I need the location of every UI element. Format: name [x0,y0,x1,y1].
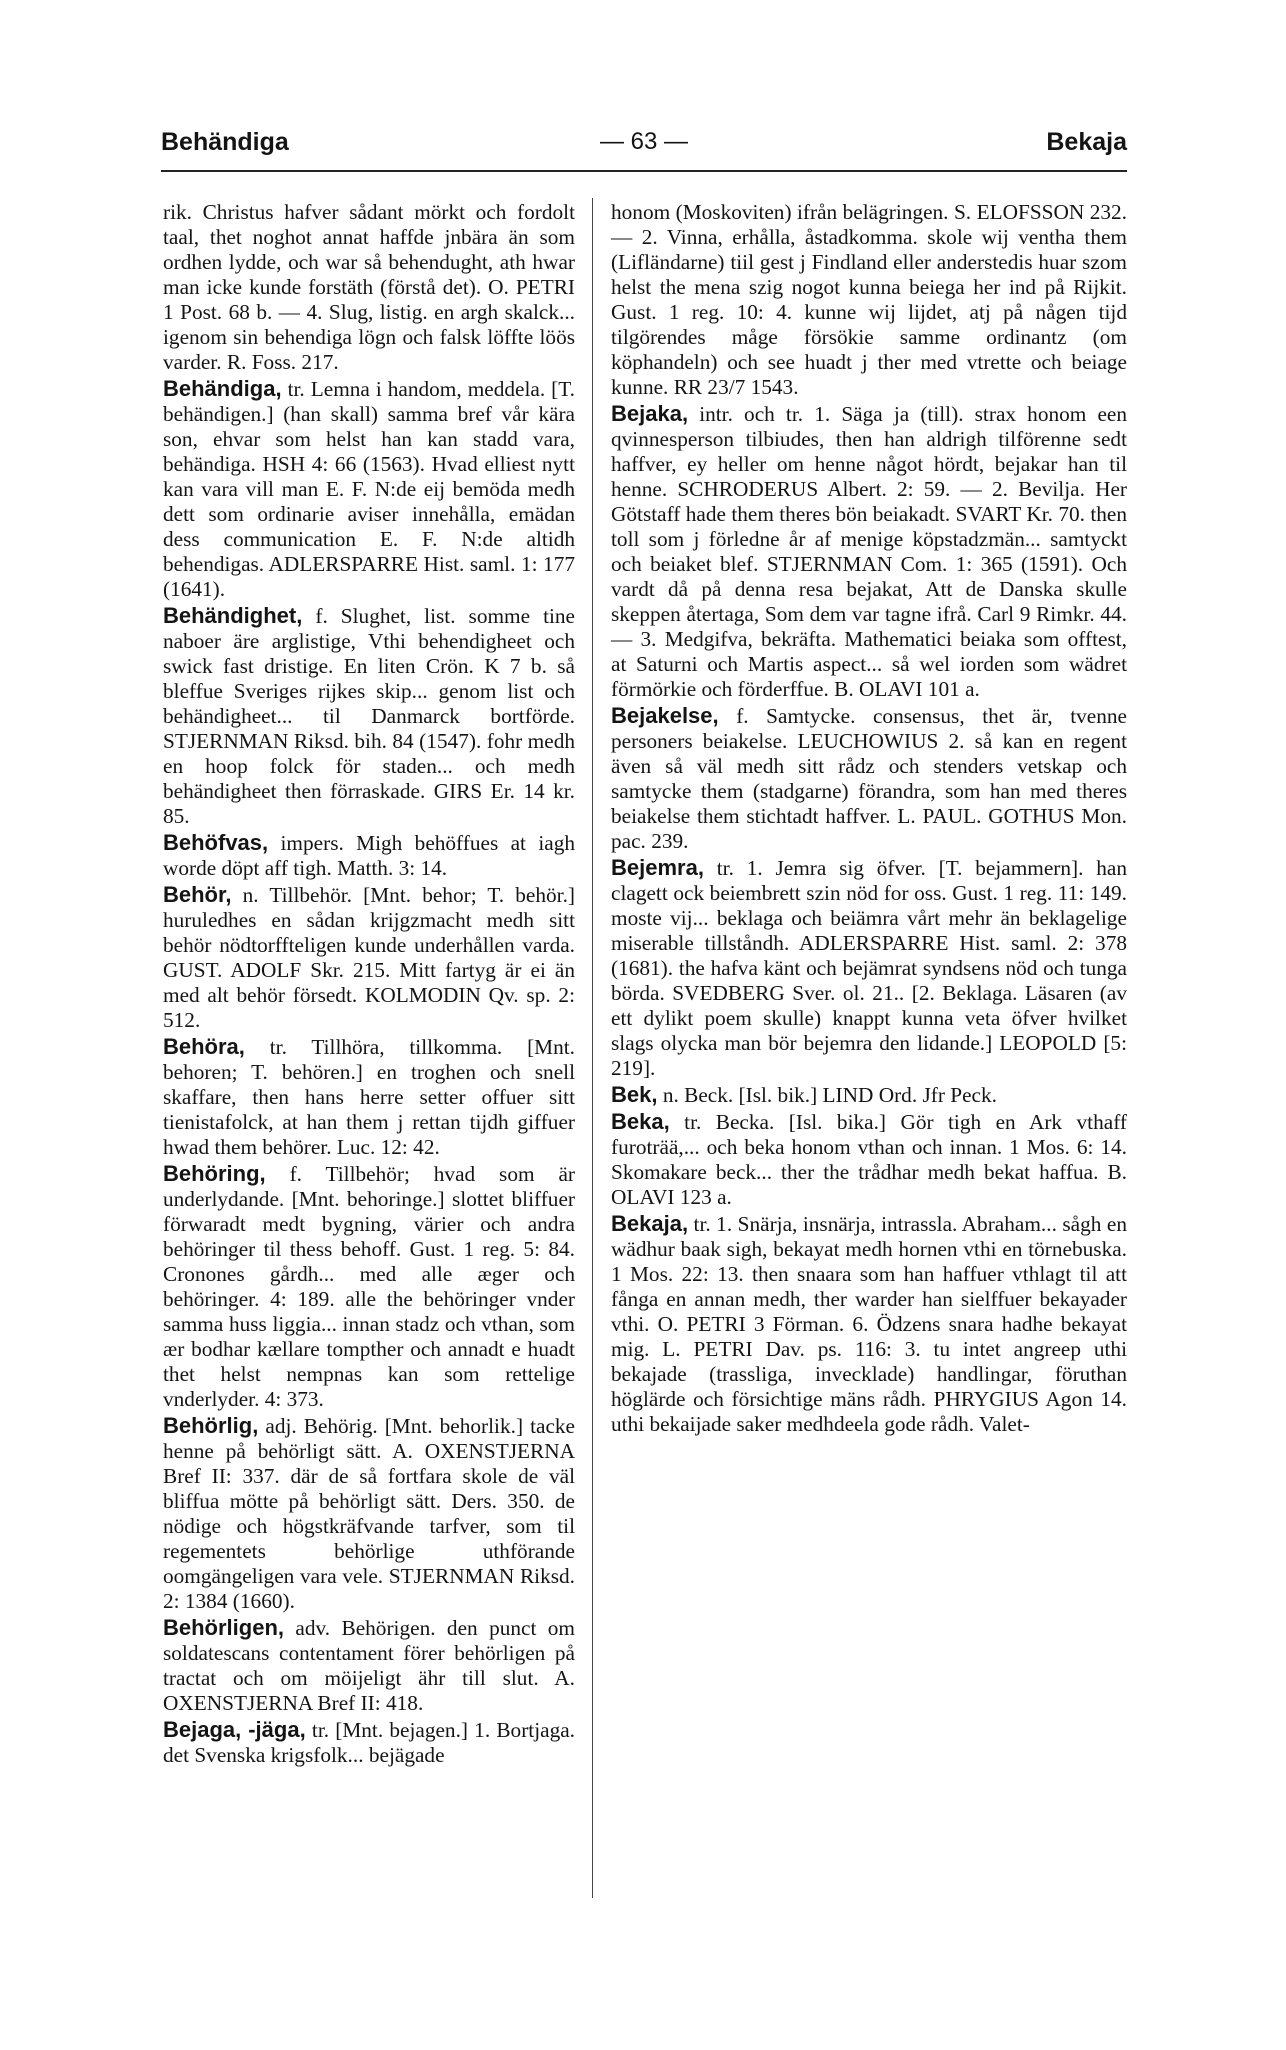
entry-headword: Behändighet, [163,603,303,628]
entry-text: tr. Lemna i handom, meddela. [T. behändigen.] (han skall) samma bref vår kära son, ehvar som helst han kan stadd vara, behändiga. HSH 4: 66 (1563). Hvad elliest nytt kan vara vill man E. F. N:de eij bemöda medh dett som ordinarie aviser innehålla, emädan dess communication E. F. N:de altidh behendigas. ADLERSPARRE Hist. saml. 1: 177 (1641). [163,377,575,601]
dictionary-entry [163,830,575,881]
entry-text: tr. Becka. [Isl. bika.] Gör tigh en Ark vthaff furoträä,... och beka honom vthan och innan. 1 Mos. 6: 14. Skomakare beck... ther the trådhar medh bekat haffua. B. OLAVI 123 a. [611,1110,1127,1209]
dictionary-entry [611,703,1127,854]
entry-headword: Behöra, [163,1034,245,1059]
entry-text: rik. Christus hafver sådant mörkt och fordolt taal, thet noghot annat haffde jnbära än som ordhen lydde, och war så behendught, ath hwar man icke kunde forstäth (förstå det). O. PETRI 1 Post. 68 b. — 4. Slug, listig. en argh skalck... igenom sin behendiga lögn och falsk löffte löös varder. R. Foss. 217. [163,200,575,374]
right-column [611,200,1127,1437]
dictionary-entry [163,882,575,1033]
dictionary-entry [611,200,1127,400]
entry-text: f. Tillbehör; hvad som är underlydande. [Mnt. behoringe.] slottet bliffuer förwaradt medt bygning, värier och andra behöringer til thess behoff. Gust. 1 reg. 5: 84. Cronones gårdh... med alle æger och behöringer. 4: 189. alle the behöringer vnder samma huss liggia... innan stadz och vthan, som ær bodhar kællare tompther och annadt e huadt thet helst nempnas kan som rettelige vnderlyder. 4: 373. [163,1162,575,1411]
entry-text: n. Tillbehör. [Mnt. behor; T. behör.] huruledhes en sådan krijgzmacht medh sitt behör nödtorffteligen kunde underhållen varda. GUST. ADOLF Skr. 215. Mitt fartyg är ei än med alt behör försedt. KOLMODIN Qv. sp. 2: 512. [163,883,575,1032]
entry-text: adv. Behörigen. den punct om soldatescans contentament förer behörligen på tractat och om möijeligt ähr till slut. A. OXENSTJERNA Bref II: 418. [163,1616,575,1715]
dictionary-entry [163,603,575,829]
entry-headword: Behändiga, [163,376,282,401]
dictionary-entry [163,1161,575,1412]
entry-headword: Beka, [611,1109,670,1134]
entry-text: tr. Tillhöra, tillkomma. [Mnt. behoren; T. behören.] en troghen och snell skaffare, then hans herre setter offuer sitt tienistafolck, at han them j rettan tijdh giffuer hwad them behörer. Luc. 12: 42. [163,1035,576,1159]
entry-headword: Behör, [163,882,232,907]
header-right-guideword: Bekaja [1046,128,1127,156]
dictionary-entry [163,1034,575,1160]
page-number: — 63 — [599,128,689,155]
entry-text: n. Beck. [Isl. bik.] LIND Ord. Jfr Peck. [662,1083,997,1107]
entry-text: impers. Migh behöffues at iagh worde döpt aff tigh. Matth. 3: 14. [163,831,575,880]
dictionary-entry [163,376,575,602]
dictionary-entry [611,1082,1127,1108]
left-column [163,200,575,1768]
header-left-guideword: Behändiga [161,128,289,156]
dictionary-entry [163,1717,575,1768]
entry-headword: Behöfvas, [163,830,269,855]
dictionary-entry [611,855,1127,1081]
entry-headword: Bejaga, -jäga, [163,1717,306,1742]
dictionary-entry [611,1109,1127,1210]
entry-headword: Bejemra, [611,855,704,880]
column-divider [592,198,593,1898]
entry-text: tr. 1. Jemra sig öfver. [T. bejammern]. han clagett ock beiembrett szin nöd for oss. Gust. 1 reg. 11: 149. moste vij... beklaga och beiämra vårt mehr än beklagelige miserable tillståndh. ADLERSPARRE Hist. saml. 2: 378 (1681). the hafva känt och bejämrat syndsens nöd och tunga börda. SVEDBERG Sver. ol. 21.. [2. Beklaga. Läsaren (av ett dylikt poem skulle) knappt kunna veta öfver hvilket slags olycka man bör bejemra den lidande.] LEOPOLD [5: 219]. [611,856,1127,1080]
entry-text: f. Samtycke. consensus, thet är, tvenne personers beiakelse. LEUCHOWIUS 2. så kan en regent även så väl medh sitt rådz och stenders vetskap och samtycke them (stadgarne) förandra, som han med theres beiakelse them stichtadt haffver. L. PAUL. GOTHUS Mon. pac. 239. [611,704,1128,853]
running-header [161,128,1127,172]
entry-headword: Behörlig, [163,1413,259,1438]
dictionary-entry [163,1413,575,1614]
dictionary-entry [611,1211,1127,1437]
entry-headword: Behörligen, [163,1615,285,1640]
entry-headword: Bejaka, [611,401,689,426]
entry-text: tr. 1. Snärja, insnärja, intrassla. Abraham... sågh en wädhur baak sigh, bekayat medh hornen vthi en törnebuska. 1 Mos. 22: 13. then snaara som han haffuer vthlagt til att fånga en annan medh, ther warder han sielffuer bekayader vthi. O. PETRI 3 Förman. 6. Ödzens snara hadhe bekayat mig. L. PETRI Dav. ps. 116: 3. tu intet angreep uthi bekajade (trassliga, invecklade) handlingar, föruthan höglärde och försichtige mäns rådh. PHRYGIUS Agon 14. uthi bekaijade saker medhdeela gode rådh. Valet- [611,1212,1127,1436]
entry-headword: Bejakelse, [611,703,719,728]
entry-text: adj. Behörig. [Mnt. behorlik.] tacke henne på behörligt sätt. A. OXENSTJERNA Bref II: 337. där de så fortfara skole de väl bliffua mötte på behörligt sätt. Ders. 350. de nödige och högstkräfvande tarfver, som til regementets behörlige uthförande oomgängeligen vara vele. STJERNMAN Riksd. 2: 1384 (1660). [163,1414,575,1613]
dictionary-entry [163,200,575,375]
entry-text: intr. och tr. 1. Säga ja (till). strax honom een qvinnesperson tilbiudes, then han aldrigh tilförenne sedt haffver, ey heller om henne något hördt, bejakar han til henne. SCHRODERUS Albert. 2: 59. — 2. Bevilja. Her Götstaff hade them theres bön beiakadt. SVART Kr. 70. then toll som j förledne år af menige köpstadzmän... samtyckt och beiaket blef. STJERNMAN Com. 1: 365 (1591). Och vardt då på denna resa bejakat, Att de Danska skulle skeppen återtaga, Som dem var tagne ifrå. Carl 9 Rimkr. 44. — 3. Medgifva, bekräfta. Mathematici beiaka som offtest, at Saturni och Martis aspect... så wel iorden som wädret förmörkie och förderffue. B. OLAVI 101 a. [611,402,1128,701]
entry-text: f. Slughet, list. somme tine naboer äre arglistige, Vthi behendigheet och swick fast dristige. En liten Crön. K 7 b. så bleffue Sveriges rijkes skip... genom list och behändigheet... til Danmarck bortförde. STJERNMAN Riksd. bih. 84 (1547). fohr medh en hoop folck för staden... och medh behändigheet then förraskade. GIRS Er. 14 kr. 85. [163,604,576,828]
dictionary-entry [611,401,1127,702]
entry-text: tr. [Mnt. bejagen.] 1. Bortjaga. det Svenska krigsfolk... bejägade [163,1718,576,1767]
entry-text: honom (Moskoviten) ifrån belägringen. S. ELOFSSON 232. — 2. Vinna, erhålla, åstadkomma. skole wij ventha them (Lifländarne) tiil gest j Findland eller anderstedis huar szom helst the mena szig nogot kunna beiega her ind på Rijkit. Gust. 1 reg. 10: 4. kunne wij lijdet, atj på någen tijd tilgörendes måge försökie samme ordinantz (om köphandeln) och see huadt j ther med vtrette och beiage kunne. RR 23/7 1543. [611,200,1127,399]
dictionary-entry [163,1615,575,1716]
entry-headword: Behöring, [163,1161,266,1186]
entry-headword: Bek, [611,1082,658,1107]
header-rule [161,170,1127,172]
entry-headword: Bekaja, [611,1211,689,1236]
